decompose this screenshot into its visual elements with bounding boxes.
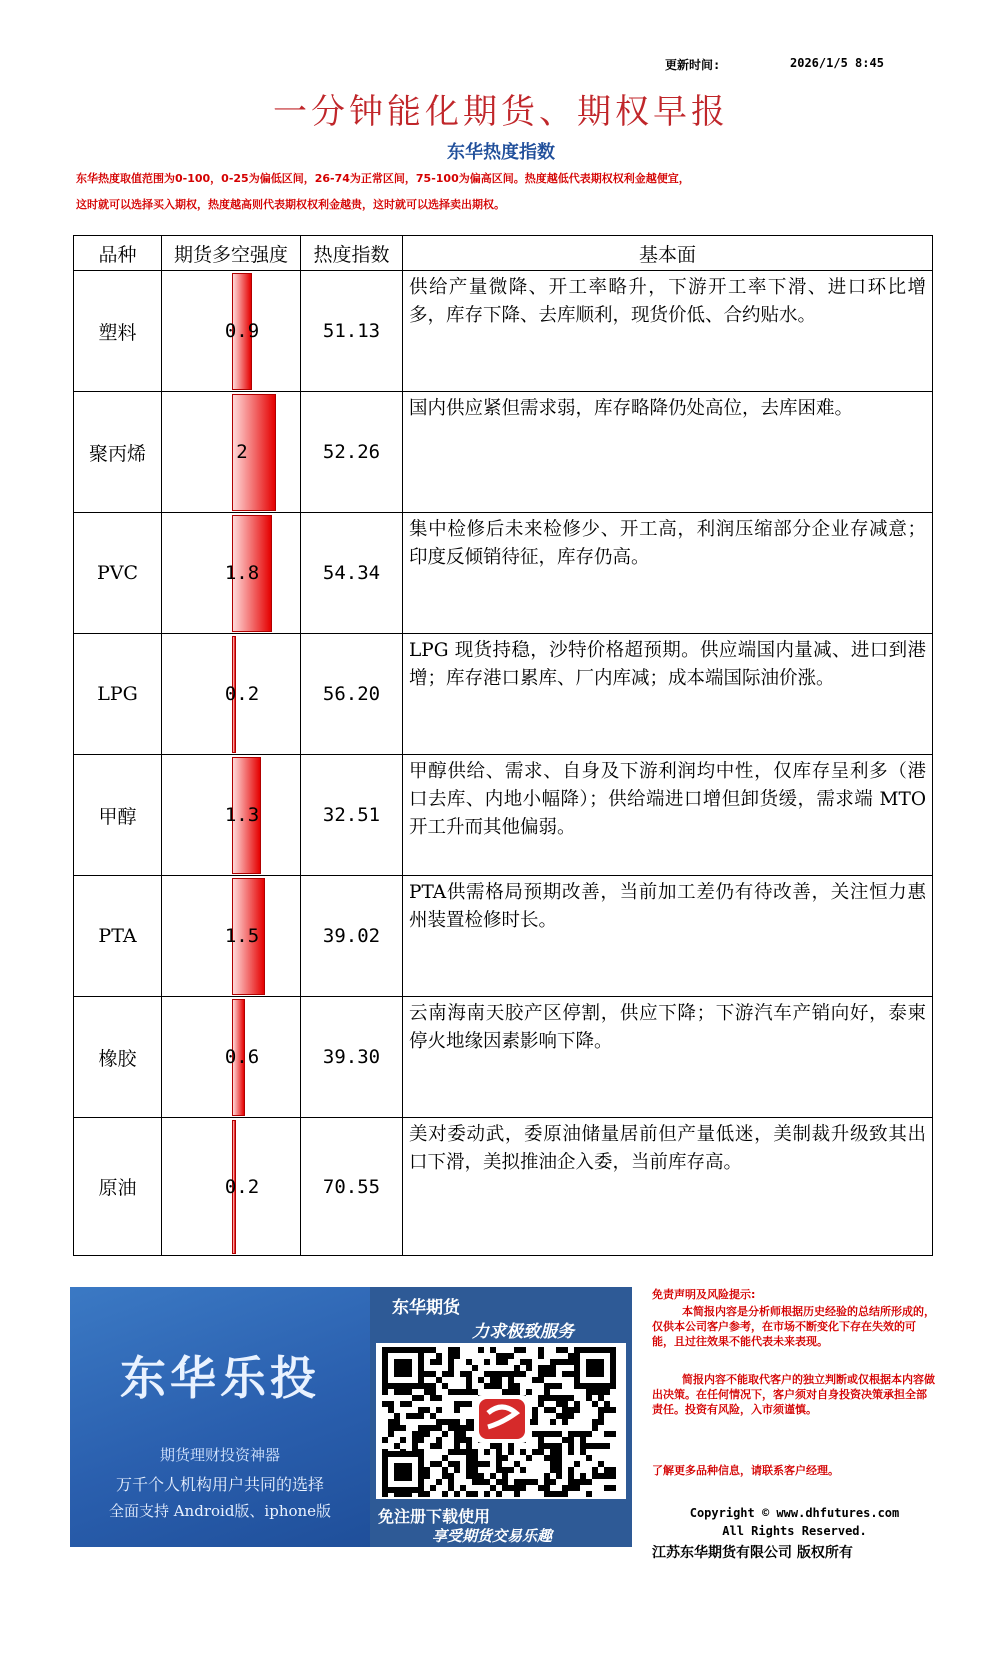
update-value: 2026/1/5 8:45: [790, 56, 884, 70]
product-name: LPG: [74, 634, 162, 755]
strength-cell: [162, 1118, 301, 1256]
heat-index: 52.26: [301, 392, 403, 513]
table-row: [74, 634, 933, 755]
heat-index: 32.51: [301, 755, 403, 876]
heat-index: 39.02: [301, 876, 403, 997]
heat-index: 51.13: [301, 271, 403, 392]
heat-index: 56.20: [301, 634, 403, 755]
table-row: [74, 755, 933, 876]
fundamentals: 云南海南天胶产区停割，供应下降；下游汽车产销向好，泰柬停火地缘因素影响下降。: [403, 997, 933, 1118]
notice-line-2: 这时就可以选择买入期权，热度越高则代表期权权利金越贵，这时就可以选择卖出期权。: [76, 198, 505, 211]
product-name: 聚丙烯: [74, 392, 162, 513]
product-name: PVC: [74, 513, 162, 634]
promo-line-2: 万千个人机构用户共同的选择: [115, 1475, 324, 1494]
company-line: 江苏东华期货有限公司 版权所有: [652, 1545, 853, 1561]
strength-value: 0.2: [224, 683, 260, 705]
page-subtitle: 东华热度指数: [447, 142, 555, 163]
header-basic: 基本面: [403, 236, 933, 271]
strength-cell: [162, 997, 301, 1118]
strength-cell: [162, 634, 301, 755]
update-label: 更新时间:: [665, 58, 721, 72]
table-row: [74, 876, 933, 997]
promo-line-1: 期货理财投资神器: [159, 1446, 280, 1464]
strength-value: 1.5: [224, 925, 260, 947]
table-row: [74, 392, 933, 513]
product-name: PTA: [74, 876, 162, 997]
table-row: [74, 271, 933, 392]
heat-index: 39.30: [301, 997, 403, 1118]
qr-head-2: 力求极致服务: [472, 1322, 574, 1342]
fundamentals: 美对委动武，委原油储量居前但产量低迷，美制裁升级致其出口下滑，美拟推油企入委，当前库存高。: [403, 1118, 933, 1256]
heat-index: 54.34: [301, 513, 403, 634]
disclaimer-contact: 了解更多品种信息，请联系客户经理。: [652, 1464, 839, 1477]
report-table: [73, 235, 933, 1256]
header-name: 品种: [74, 236, 162, 271]
strength-cell: [162, 513, 301, 634]
strength-cell: [162, 392, 301, 513]
heat-index: 70.55: [301, 1118, 403, 1256]
strength-value: 0.6: [224, 1046, 260, 1068]
qr-foot-2: 享受期货交易乐趣: [432, 1527, 553, 1545]
copyright-line: Copyright © www.dhfutures.com: [689, 1506, 900, 1520]
strength-value: 1.8: [224, 562, 260, 584]
fundamentals: 国内供应紧但需求弱，库存略降仍处高位，去库困难。: [403, 392, 933, 513]
fundamentals: LPG 现货持稳，沙特价格超预期。供应端国内量减、进口到港增；库存港口累库、厂内库减；成本端国际油价涨。: [403, 634, 933, 755]
strength-value: 1.3: [224, 804, 260, 826]
qr-code-icon[interactable]: [376, 1343, 626, 1499]
strength-value: 2: [236, 441, 248, 463]
page-title: 一分钟能化期货、期权早报: [273, 92, 729, 132]
product-name: 原油: [74, 1118, 162, 1256]
promo-brand: 东华乐投: [120, 1351, 320, 1405]
disclaimer-title: 免责声明及风险提示:: [652, 1288, 756, 1301]
header-strength: 期货多空强度: [162, 236, 301, 271]
fundamentals: 甲醇供给、需求、自身及下游利润均中性，仅库存呈利多（港口去库、内地小幅降）；供给端进口增但卸货缓，需求端 MTO 开工升而其他偏弱。: [403, 755, 933, 876]
strength-value: 0.2: [224, 1175, 260, 1198]
table-header-row: [74, 236, 933, 271]
disclaimer-paragraph-2: 简报内容不能取代客户的独立判断或仅根据本内容做出决策。在任何情况下，客户须对自身投资决策承担全部责任。投资有风险，入市须谨慎。: [652, 1373, 935, 1416]
strength-cell: [162, 876, 301, 997]
qr-foot-1: 免注册下载使用: [378, 1507, 491, 1526]
table-row: [74, 513, 933, 634]
qr-panel: [370, 1287, 632, 1547]
product-name: 塑料: [74, 271, 162, 392]
product-name: 甲醇: [74, 755, 162, 876]
fundamentals: 集中检修后未来检修少、开工高，利润压缩部分企业存减意；印度反倾销待征，库存仍高。: [403, 513, 933, 634]
app-promo-banner[interactable]: [70, 1287, 370, 1547]
update-time: [665, 56, 884, 73]
rights-line: All Rights Reserved.: [722, 1524, 867, 1538]
strength-value: 0.9: [224, 320, 260, 342]
notice-line-1: 东华热度取值范围为0-100，0-25为偏低区间，26-74为正常区间，75-100为偏高区间。热度越低代表期权权利金越便宜，: [76, 172, 690, 185]
header-heat: 热度指数: [301, 236, 403, 271]
qr-head-1: 东华期货: [392, 1298, 460, 1318]
table-row: [74, 1118, 933, 1256]
disclaimer-paragraph-1: 本简报内容是分析师根据历史经验的总结所形成的，仅供本公司客户参考，在市场不断变化下存在失效的可能，且过往效果不能代表未来表现。: [652, 1305, 935, 1348]
strength-cell: [162, 271, 301, 392]
table-row: [74, 997, 933, 1118]
fundamentals: 供给产量微降、开工率略升，下游开工率下滑、进口环比增多，库存下降、去库顺利，现货价低、合约贴水。: [403, 271, 933, 392]
product-name: 橡胶: [74, 997, 162, 1118]
promo-line-3: 全面支持 Android版、iphone版: [108, 1502, 332, 1520]
fundamentals: PTA供需格局预期改善，当前加工差仍有待改善，关注恒力惠州装置检修时长。: [403, 876, 933, 997]
strength-cell: [162, 755, 301, 876]
